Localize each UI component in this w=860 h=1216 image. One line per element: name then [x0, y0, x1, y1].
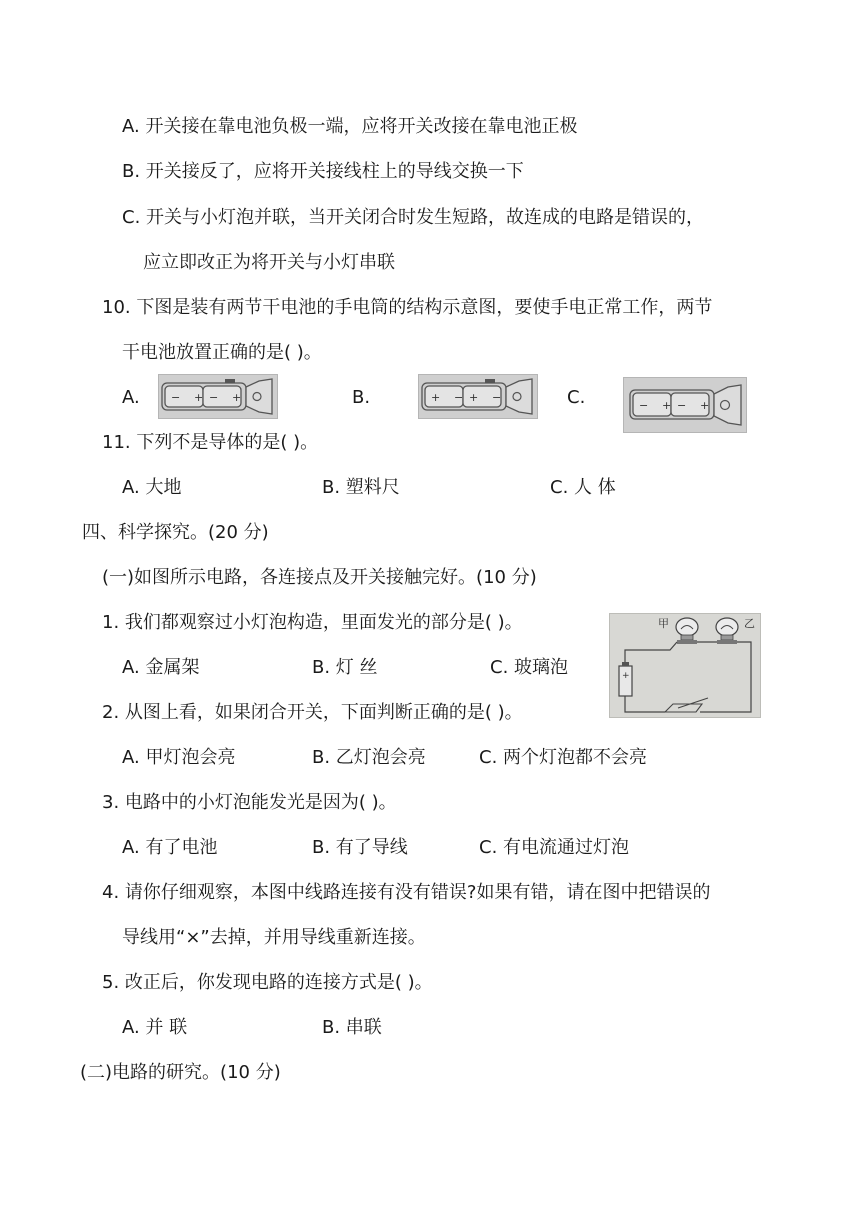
lamp-yi-icon	[716, 618, 738, 644]
q11-stem: 11. 下列不是导体的是( )。	[102, 432, 319, 453]
q11-option-a: A. 大地	[122, 477, 182, 498]
s4-q3-option-b: B. 有了导线	[312, 837, 408, 858]
lamp-jia-label: 甲	[658, 617, 669, 630]
sign-b4: −	[492, 391, 502, 404]
flashlight-figure-b	[418, 374, 538, 419]
s4-q1-option-b: B. 灯 丝	[312, 657, 378, 678]
sign-c2: +	[662, 399, 672, 412]
q9-option-c-line1: C. 开关与小灯泡并联，当开关闭合时发生短路，故连成的电路是错误的，	[122, 207, 705, 228]
s4-q5-option-b: B. 串联	[322, 1017, 382, 1038]
q10-label-a: A.	[122, 387, 140, 408]
battery-sign: +	[622, 671, 630, 681]
part1-title: (一)如图所示电路，各连接点及开关接触完好。(10 分)	[102, 567, 537, 588]
sign-a3: −	[209, 391, 219, 404]
s4-q5-stem: 5. 改正后，你发现电路的连接方式是( )。	[102, 972, 433, 993]
sign-a2: +	[194, 391, 204, 404]
sign-a4: +	[232, 391, 242, 404]
s4-q4-line2: 导线用“×”去掉，并用导线重新连接。	[122, 927, 426, 948]
s4-q1-stem: 1. 我们都观察过小灯泡构造，里面发光的部分是( )。	[102, 612, 523, 633]
q11-option-c: C. 人 体	[550, 477, 616, 498]
sign-c4: +	[700, 399, 710, 412]
s4-q4-line1: 4. 请你仔细观察，本图中线路连接有没有错误?如果有错，请在图中把错误的	[102, 882, 711, 903]
sign-b1: +	[431, 391, 441, 404]
sign-c1: −	[639, 399, 649, 412]
s4-q2-stem: 2. 从图上看，如果闭合开关，下面判断正确的是( )。	[102, 702, 523, 723]
s4-q2-option-c: C. 两个灯泡都不会亮	[479, 747, 648, 768]
q10-label-c: C.	[567, 387, 586, 408]
s4-q1-option-c: C. 玻璃泡	[490, 657, 569, 678]
circuit-diagram	[609, 613, 761, 718]
flashlight-figure-a	[158, 374, 278, 419]
sign-b2: −	[454, 391, 464, 404]
q10-label-b: B.	[352, 387, 371, 408]
lamp-yi-label: 乙	[744, 617, 755, 630]
q11-option-b: B. 塑料尺	[322, 477, 400, 498]
q9-option-a: A. 开关接在靠电池负极一端，应将开关改接在靠电池正极	[122, 116, 578, 137]
q10-stem-line2: 干电池放置正确的是( )。	[122, 342, 322, 363]
s4-q3-option-a: A. 有了电池	[122, 837, 218, 858]
switch-icon	[665, 698, 708, 712]
s4-q3-option-c: C. 有电流通过灯泡	[479, 837, 630, 858]
part2-title: (二)电路的研究。(10 分)	[80, 1062, 281, 1083]
lamp-jia-icon	[676, 618, 698, 644]
q10-stem-line1: 10. 下图是装有两节干电池的手电筒的结构示意图，要使手电正常工作，两节	[102, 297, 713, 318]
s4-q1-option-a: A. 金属架	[122, 657, 200, 678]
sign-b3: +	[469, 391, 479, 404]
flashlight-figure-c	[623, 377, 747, 433]
s4-q2-option-b: B. 乙灯泡会亮	[312, 747, 426, 768]
sign-c3: −	[677, 399, 687, 412]
s4-q2-option-a: A. 甲灯泡会亮	[122, 747, 236, 768]
s4-q3-stem: 3. 电路中的小灯泡能发光是因为( )。	[102, 792, 397, 813]
q9-option-c-line2: 应立即改正为将开关与小灯串联	[143, 252, 395, 273]
section4-title: 四、科学探究。(20 分)	[82, 522, 269, 543]
s4-q5-option-a: A. 并 联	[122, 1017, 188, 1038]
q9-option-b: B. 开关接反了，应将开关接线柱上的导线交换一下	[122, 161, 524, 182]
sign-a1: −	[171, 391, 181, 404]
